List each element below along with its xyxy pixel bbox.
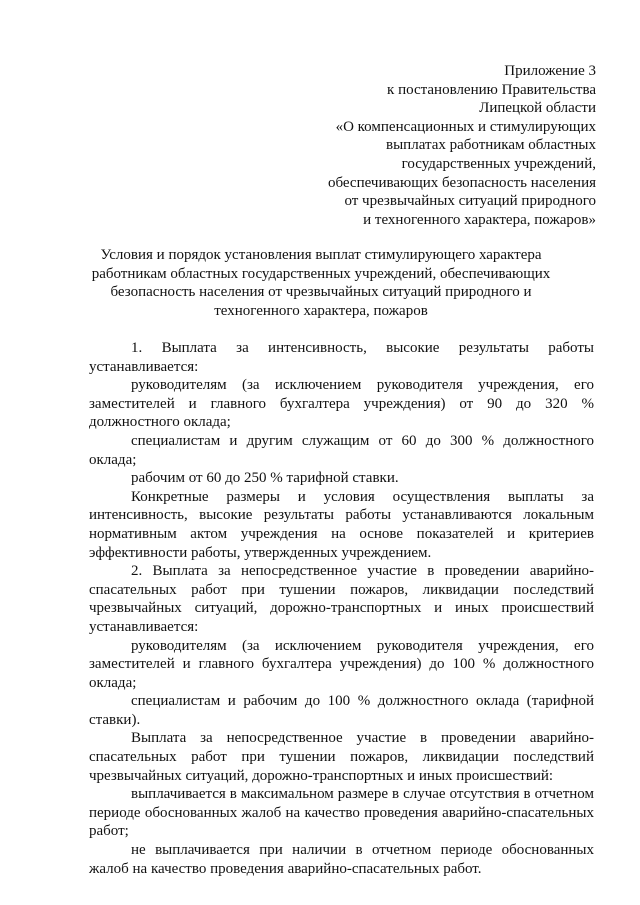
header-line: «О компенсационных и стимулирующих [335, 118, 596, 135]
header-line: обеспечивающих безопасность населения [327, 174, 596, 191]
paragraph: не выплачивается при наличии в отчетном периоде обоснованных жалоб на качество проведения аварийно-спасательных работ. [89, 842, 594, 877]
paragraph: 1. Выплата за интенсивность, высокие результаты работы устанавливается: [89, 340, 594, 375]
paragraph: выплачивается в максимальном размере в случае отсутствия в отчетном периоде обоснованных жалоб на качество проведения аварийно-спасательных работ; [89, 786, 594, 840]
paragraph: Конкретные размеры и условия осуществления выплаты за интенсивность, высокие результаты работы устанавливаются локальным нормативным актом учреждения на основе показателей и критериев эффективности работы, утвержденных учреждением. [89, 488, 594, 561]
title-line: работникам областных государственных учреждений, обеспечивающих [91, 265, 551, 282]
header-line: от чрезвычайных ситуаций природного [344, 193, 596, 210]
paragraph: специалистам и рабочим до 100 % должностного оклада (тарифной ставки). [89, 693, 594, 728]
header-line: и техногенного характера, пожаров» [363, 211, 596, 228]
paragraph: 2. Выплата за непосредственное участие в проведении аварийно-спасательных работ при тушении пожаров, ликвидации последствий чрезвычайных ситуаций, дорожно-транспортных и иных происшествий устанавливается: [89, 563, 594, 635]
header-line: государственных учреждений, [401, 155, 596, 172]
title-line: техногенного характера, пожаров [214, 302, 428, 319]
paragraph: специалистам и другим служащим от 60 до 300 % должностного оклада; [89, 432, 594, 468]
document-title [72, 246, 570, 320]
appendix-header [276, 62, 596, 229]
paragraph: Выплата за непосредственное участие в проведении аварийно-спасательных работ при тушении пожаров, ликвидации последствий чрезвычайных ситуаций, дорожно-транспортных и иных происшествий: [89, 730, 594, 784]
paragraph: руководителям (за исключением руководителя учреждения, его заместителей и главного бухгалтера учреждения) от 90 до 320 % должностного оклада; [89, 377, 594, 431]
paragraph: руководителям (за исключением руководителя учреждения, его заместителей и главного бухгалтера учреждения) до 100 % должностного оклада; [89, 637, 594, 691]
header-line: выплатах работникам областных [386, 137, 596, 154]
title-line: Условия и порядок установления выплат стимулирующего характера [100, 247, 542, 263]
header-line: к постановлению Правительства [387, 81, 596, 98]
document-body [89, 339, 594, 878]
header-line: Приложение 3 [504, 63, 596, 79]
title-line: безопасность населения от чрезвычайных ситуаций природного и [110, 284, 532, 301]
header-line: Липецкой области [479, 100, 596, 117]
paragraph: рабочим от 60 до 250 % тарифной ставки. [131, 470, 399, 487]
